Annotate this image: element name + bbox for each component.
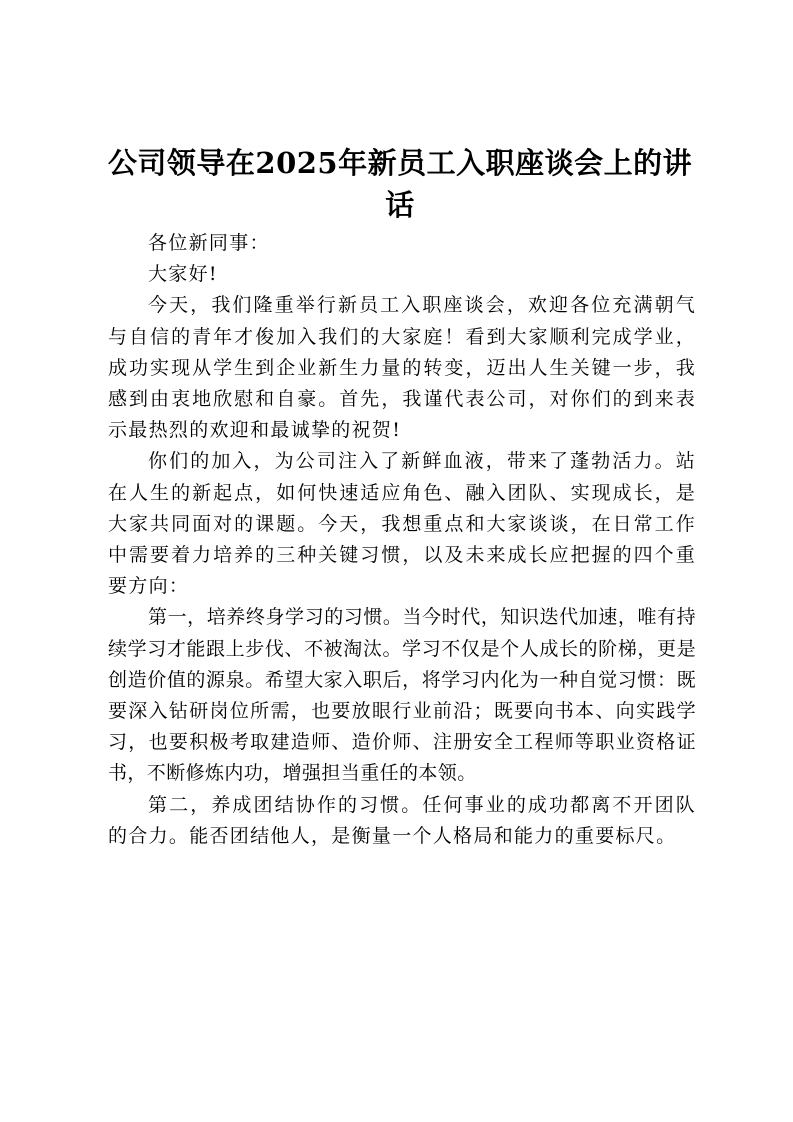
paragraph-topics: 你们的加入，为公司注入了新鲜血液，带来了蓬勃活力。站在人生的新起点，如何快速适应角色、融入团队、实现成长，是大家共同面对的课题。今天，我想重点和大家谈谈，在日常工作中需要着力培养的三种关键习惯，以及未来成长应把握的四个重要方向： (108, 450, 696, 598)
paragraph-habit-learning: 第一，培养终身学习的习惯。当今时代，知识迭代加速，唯有持续学习才能跟上步伐、不被淘汰。学习不仅是个人成长的阶梯，更是创造价值的源泉。希望大家入职后，将学习内化为一种自觉习惯：既要深入钻研岗位所需，也要放眼行业前沿；既要向书本、向实践学习，也要积极考取建造师、造价师、注册安全工程师等职业资格证书，不断修炼内功，增强担当重任的本领。 (108, 606, 696, 785)
salutation: 各位新同事： (148, 232, 270, 254)
paragraph-welcome: 今天，我们隆重举行新员工入职座谈会，欢迎各位充满朝气与自信的青年才俊加入我们的大家庭！看到大家顺利完成学业，成功实现从学生到企业新生力量的转变，迈出人生关键一步，我感到由衷地欣慰和自豪。首先，我谨代表公司，对你们的到来表示最热烈的欢迎和最诚挚的祝贺! (108, 294, 696, 442)
document-title: 公司领导在2025年新员工入职座谈会上的讲话 (107, 146, 693, 222)
document-body (108, 228, 696, 852)
greeting: 大家好! (148, 263, 218, 286)
paragraph-habit-teamwork: 第二，养成团结协作的习惯。任何事业的成功都离不开团队的合力。能否团结他人，是衡量一个人格局和能力的重要标尺。 (108, 793, 696, 847)
